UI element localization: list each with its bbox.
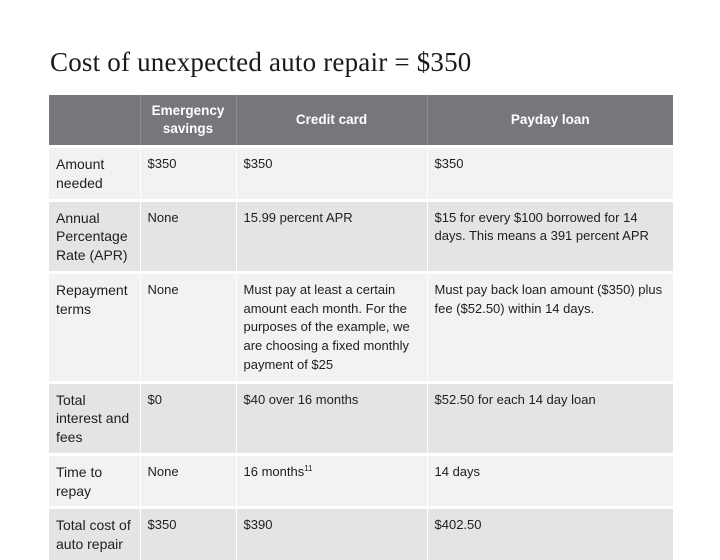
credit-cell: 15.99 percent APR <box>236 200 427 272</box>
credit-cell: $350 <box>236 147 427 201</box>
header-empty <box>49 95 140 147</box>
savings-cell: None <box>140 272 236 382</box>
header-emergency-savings: Emergency savings <box>140 95 236 147</box>
slide-title: Cost of unexpected auto repair = $350 <box>50 47 472 77</box>
row-label: Total interest and fees <box>49 382 140 454</box>
payday-cell: $52.50 for each 14 day loan <box>427 382 673 454</box>
table-row <box>49 382 673 454</box>
table-row <box>49 508 673 560</box>
credit-cell <box>236 454 427 508</box>
payday-cell: $402.50 <box>427 508 673 560</box>
table-header-row <box>49 95 673 147</box>
savings-cell: $350 <box>140 508 236 560</box>
table-row <box>49 200 673 272</box>
payday-cell: $350 <box>427 147 673 201</box>
comparison-table <box>49 95 673 560</box>
payday-cell: Must pay back loan amount ($350) plus fee ($52.50) within 14 days. <box>427 272 673 382</box>
table-row <box>49 454 673 508</box>
row-label: Annual Percentage Rate (APR) <box>49 200 140 272</box>
payday-cell: 14 days <box>427 454 673 508</box>
table-row <box>49 147 673 201</box>
row-label: Repayment terms <box>49 272 140 382</box>
table-row <box>49 272 673 382</box>
credit-cell: Must pay at least a certain amount each month. For the purposes of the example, we are choosing a fixed monthly payment of $25 <box>236 272 427 382</box>
row-label: Time to repay <box>49 454 140 508</box>
credit-cell: $390 <box>236 508 427 560</box>
savings-cell: $0 <box>140 382 236 454</box>
credit-value: 16 months <box>243 463 305 479</box>
header-payday-loan: Payday loan <box>427 95 673 147</box>
savings-cell: $350 <box>140 147 236 201</box>
header-credit-card: Credit card <box>236 95 427 147</box>
payday-cell: $15 for every $100 borrowed for 14 days. This means a 391 percent APR <box>427 200 673 272</box>
savings-cell: None <box>140 200 236 272</box>
row-label: Amount needed <box>49 147 140 201</box>
row-label: Total cost of auto repair <box>49 508 140 560</box>
footnote-marker: 11 <box>304 463 313 473</box>
credit-cell: $40 over 16 months <box>236 382 427 454</box>
savings-cell: None <box>140 454 236 508</box>
